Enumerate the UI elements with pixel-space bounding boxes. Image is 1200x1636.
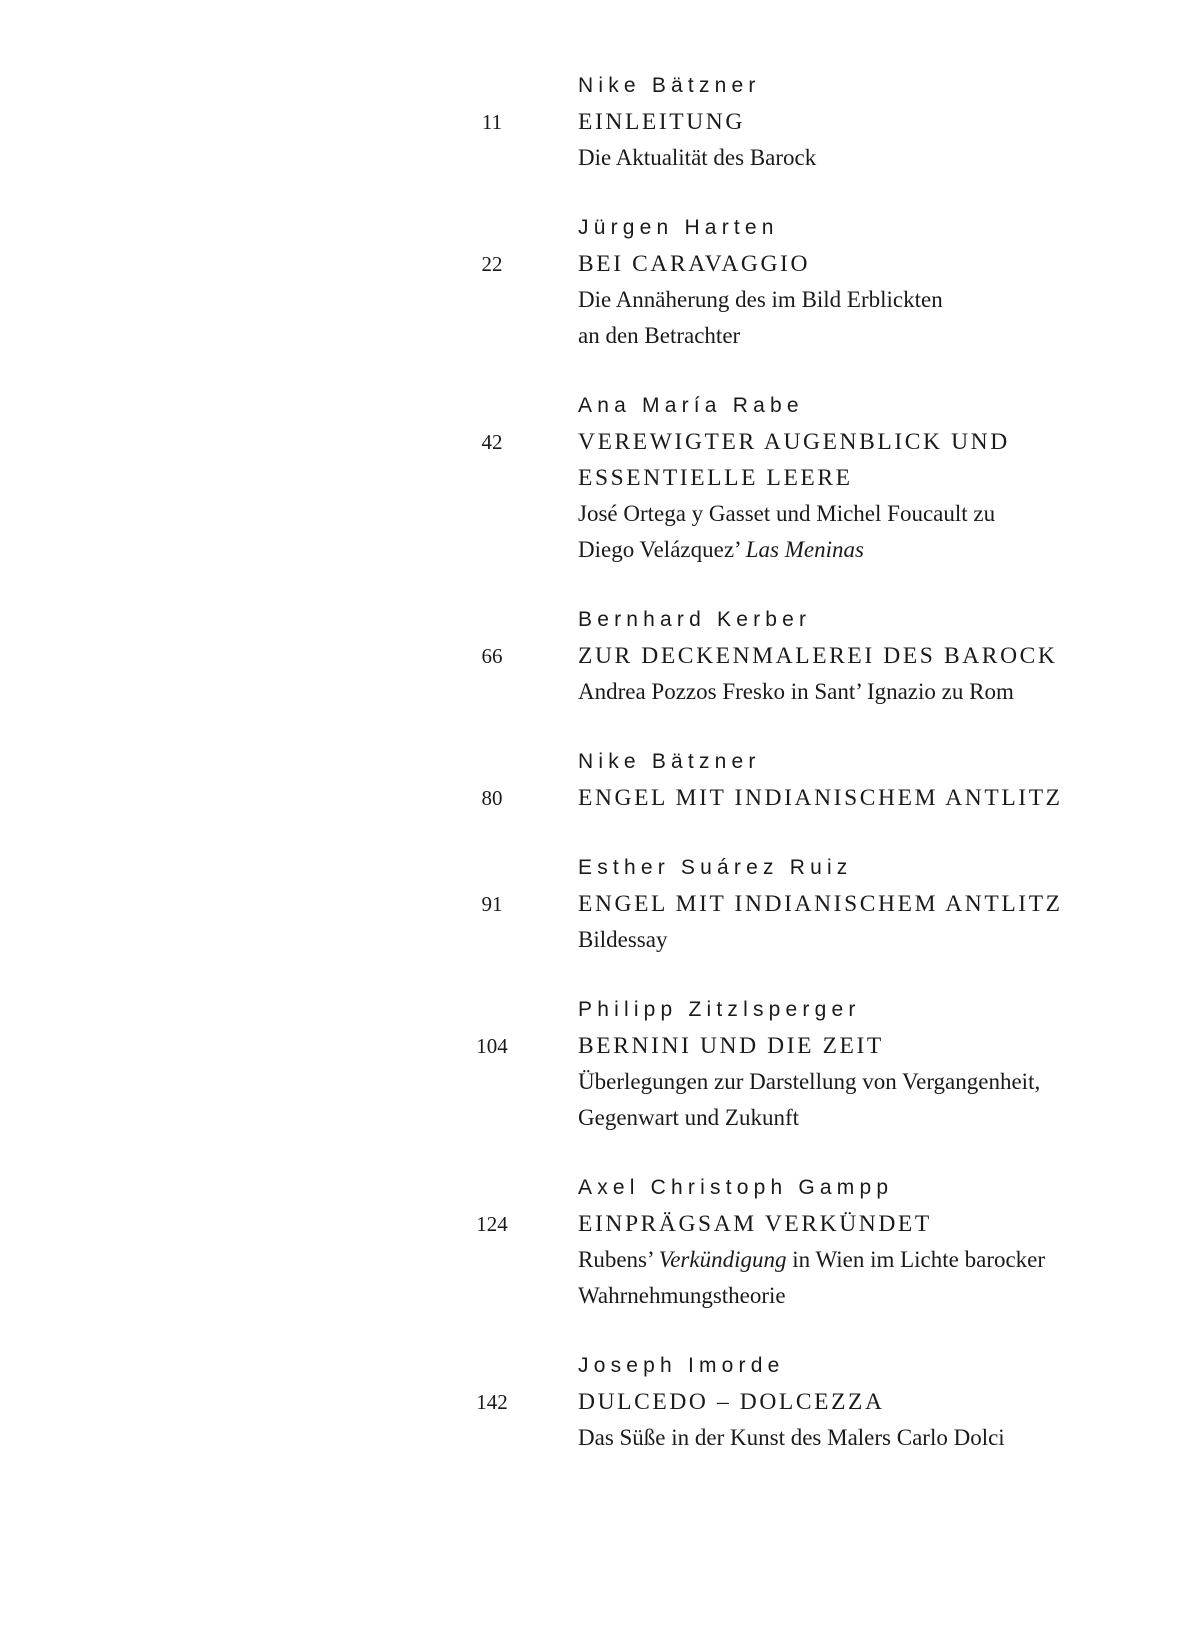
entry-page-number: 11	[481, 110, 503, 134]
entry-title: ESSENTIELLE LEERE	[578, 465, 853, 491]
entry-title: ENGEL MIT INDIANISCHEM ANTLITZ	[578, 891, 1063, 917]
entry-title: DULCEDO – DOLCEZZA	[578, 1389, 885, 1415]
entry-subtitle: Das Süße in der Kunst des Malers Carlo Dolci	[578, 1425, 1005, 1450]
toc-entry	[0, 744, 1200, 816]
entry-title: EINPRÄGSAM VERKÜNDET	[578, 1211, 932, 1237]
entry-title-line	[0, 1384, 1200, 1420]
subtitle-text: in Wien im Lichte barocker	[786, 1247, 1046, 1272]
entry-author: Axel Christoph Gampp	[578, 1176, 894, 1199]
entry-page-number: 42	[481, 430, 503, 454]
entry-author: Philipp Zitzlsperger	[578, 998, 861, 1021]
toc-entry	[0, 602, 1200, 710]
toc-entry	[0, 1170, 1200, 1314]
entry-title: EINLEITUNG	[578, 109, 745, 135]
entry-subtitle: Bildessay	[578, 927, 668, 952]
entry-title-line	[0, 780, 1200, 816]
entry-page-number: 80	[481, 786, 503, 810]
entry-title-line	[0, 1206, 1200, 1242]
entry-title-line	[0, 460, 1200, 496]
toc-entry	[0, 388, 1200, 568]
entry-page-number: 91	[481, 892, 503, 916]
toc-entry	[0, 850, 1200, 958]
entry-author: Bernhard Kerber	[578, 608, 812, 631]
entry-title: BEI CARAVAGGIO	[578, 251, 811, 277]
entry-title-line	[0, 246, 1200, 282]
entry-author: Esther Suárez Ruiz	[578, 856, 853, 879]
subtitle-text: Rubens’	[578, 1247, 659, 1272]
entry-author: Nike Bätzner	[578, 74, 761, 97]
table-of-contents	[0, 68, 1200, 1490]
entry-page-number: 66	[481, 644, 503, 668]
entry-page-number: 104	[476, 1034, 508, 1058]
entry-subtitle: Andrea Pozzos Fresko in Sant’ Ignazio zu Rom	[578, 679, 1014, 704]
entry-author: Jürgen Harten	[578, 216, 779, 239]
entry-title-line	[0, 886, 1200, 922]
toc-entry	[0, 210, 1200, 354]
entry-page-number: 142	[476, 1390, 508, 1414]
entry-subtitle	[578, 532, 1200, 568]
entry-author: Joseph Imorde	[578, 1354, 785, 1377]
entry-title: VEREWIGTER AUGENBLICK UND	[578, 429, 1010, 455]
entry-title: BERNINI UND DIE ZEIT	[578, 1033, 884, 1059]
toc-entry	[0, 992, 1200, 1136]
entry-subtitle: Wahrnehmungstheorie	[578, 1283, 786, 1308]
entry-subtitle: Die Aktualität des Barock	[578, 145, 817, 170]
entry-title-line	[0, 104, 1200, 140]
toc-entry	[0, 68, 1200, 176]
toc-entry	[0, 1348, 1200, 1456]
entry-subtitle: José Ortega y Gasset und Michel Foucault zu	[578, 501, 996, 526]
entry-page-number: 22	[481, 252, 503, 276]
subtitle-text: Diego Velázquez’	[578, 537, 746, 562]
entry-title-line	[0, 638, 1200, 674]
entry-subtitle: Die Annäherung des im Bild Erblickten	[578, 287, 943, 312]
entry-title-line	[0, 424, 1200, 460]
entry-title: ZUR DECKENMALEREI DES BAROCK	[578, 643, 1058, 669]
entry-author: Nike Bätzner	[578, 750, 761, 773]
entry-subtitle	[578, 1242, 1200, 1278]
entry-author: Ana María Rabe	[578, 394, 804, 417]
entry-subtitle: Gegenwart und Zukunft	[578, 1105, 799, 1130]
subtitle-italic-work-title: Las Meninas	[745, 537, 864, 562]
entry-page-number: 124	[476, 1212, 508, 1236]
entry-title-line	[0, 1028, 1200, 1064]
entry-subtitle: an den Betrachter	[578, 323, 741, 348]
subtitle-italic-work-title: Verkündigung	[658, 1247, 787, 1272]
entry-subtitle: Überlegungen zur Darstellung von Vergangenheit,	[578, 1069, 1041, 1094]
entry-title: ENGEL MIT INDIANISCHEM ANTLITZ	[578, 785, 1063, 811]
